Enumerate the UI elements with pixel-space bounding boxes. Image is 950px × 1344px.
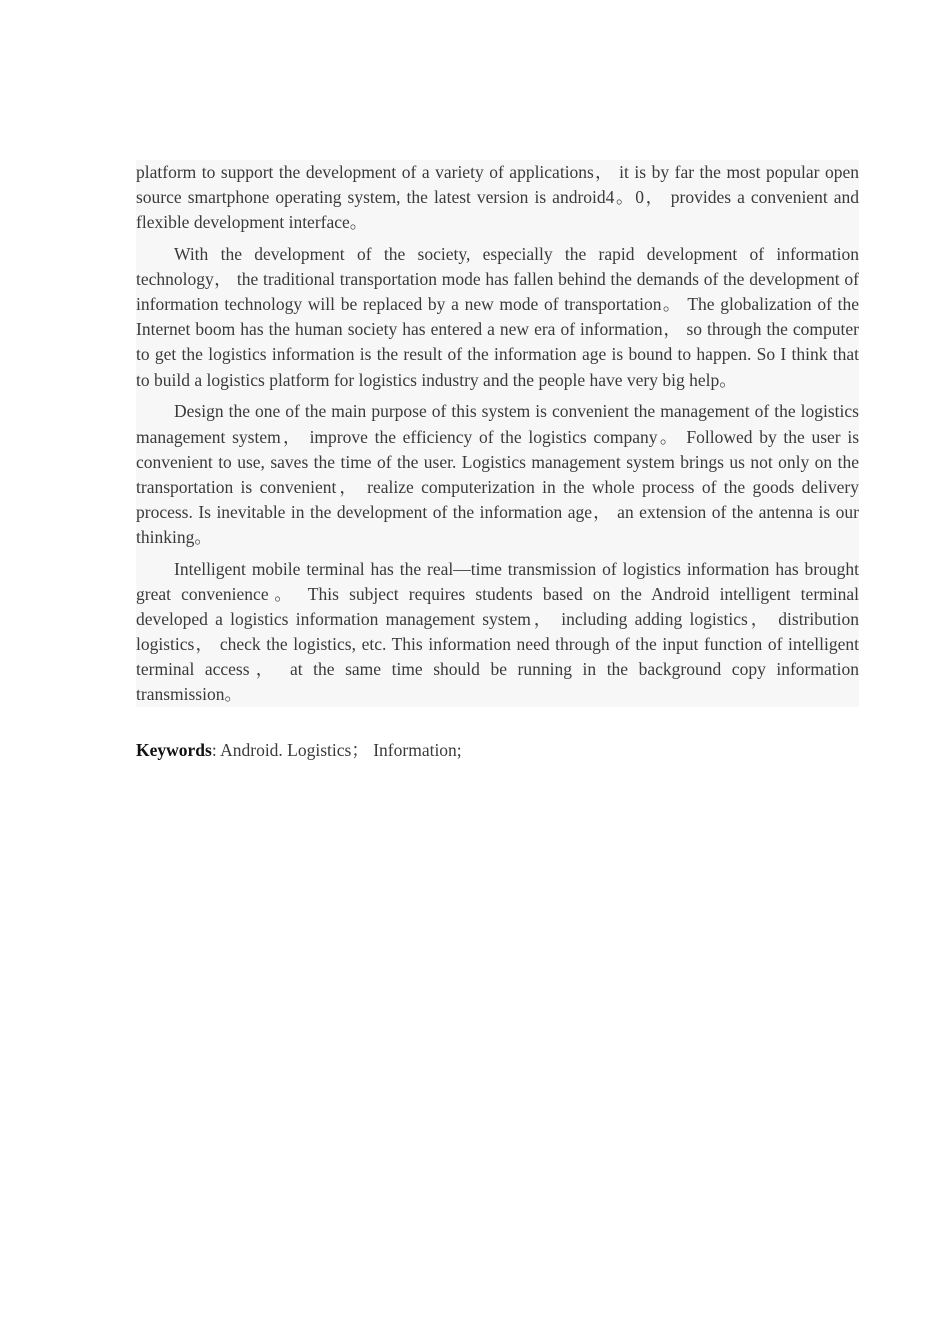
- keywords-value: Android. Logistics； Information;: [220, 740, 462, 760]
- keywords-label: Keywords: [136, 740, 212, 760]
- abstract-body: [136, 160, 859, 707]
- abstract-paragraph-4: Intelligent mobile terminal has the real—time transmission of logistics information has brought great convenience。 This subject requires students based on the Android intelligent terminal developed a logistics information management system， including adding logistics， distribution logistics， check the logistics, etc. This information need through of the input function of intelligent terminal access， at the same time should be running in the background copy information transmission。: [136, 558, 859, 705]
- abstract-paragraph-3: Design the one of the main purpose of this system is convenient the management of the logistics management system， improve the efficiency of the logistics company。 Followed by the user is convenient to use, saves the time of the user. Logistics management system brings us not only on the transportation is convenient， realize computerization in the whole process of the goods delivery process. Is inevitable in the development of the information age， an extension of the antenna is our thinking。: [136, 401, 859, 547]
- abstract-paragraph-2: With the development of the society, especially the rapid development of information technology， the traditional transportation mode has fallen behind the demands of the development of information technology will be replaced by a new mode of transportation。 The globalization of the Internet boom has the human society has entered a new era of information， so through the computer to get the logistics information is the result of the information age is bound to happen. So I think that to build a logistics platform for logistics industry and the people have very big help。: [136, 244, 859, 390]
- keywords-separator: :: [211, 740, 221, 760]
- abstract-paragraph-1: platform to support the development of a variety of applications， it is by far the most popular open source smartphone operating system, the latest version is android4。0， provides a convenient and flexible development interface。: [136, 162, 859, 233]
- keywords-line: [136, 738, 859, 763]
